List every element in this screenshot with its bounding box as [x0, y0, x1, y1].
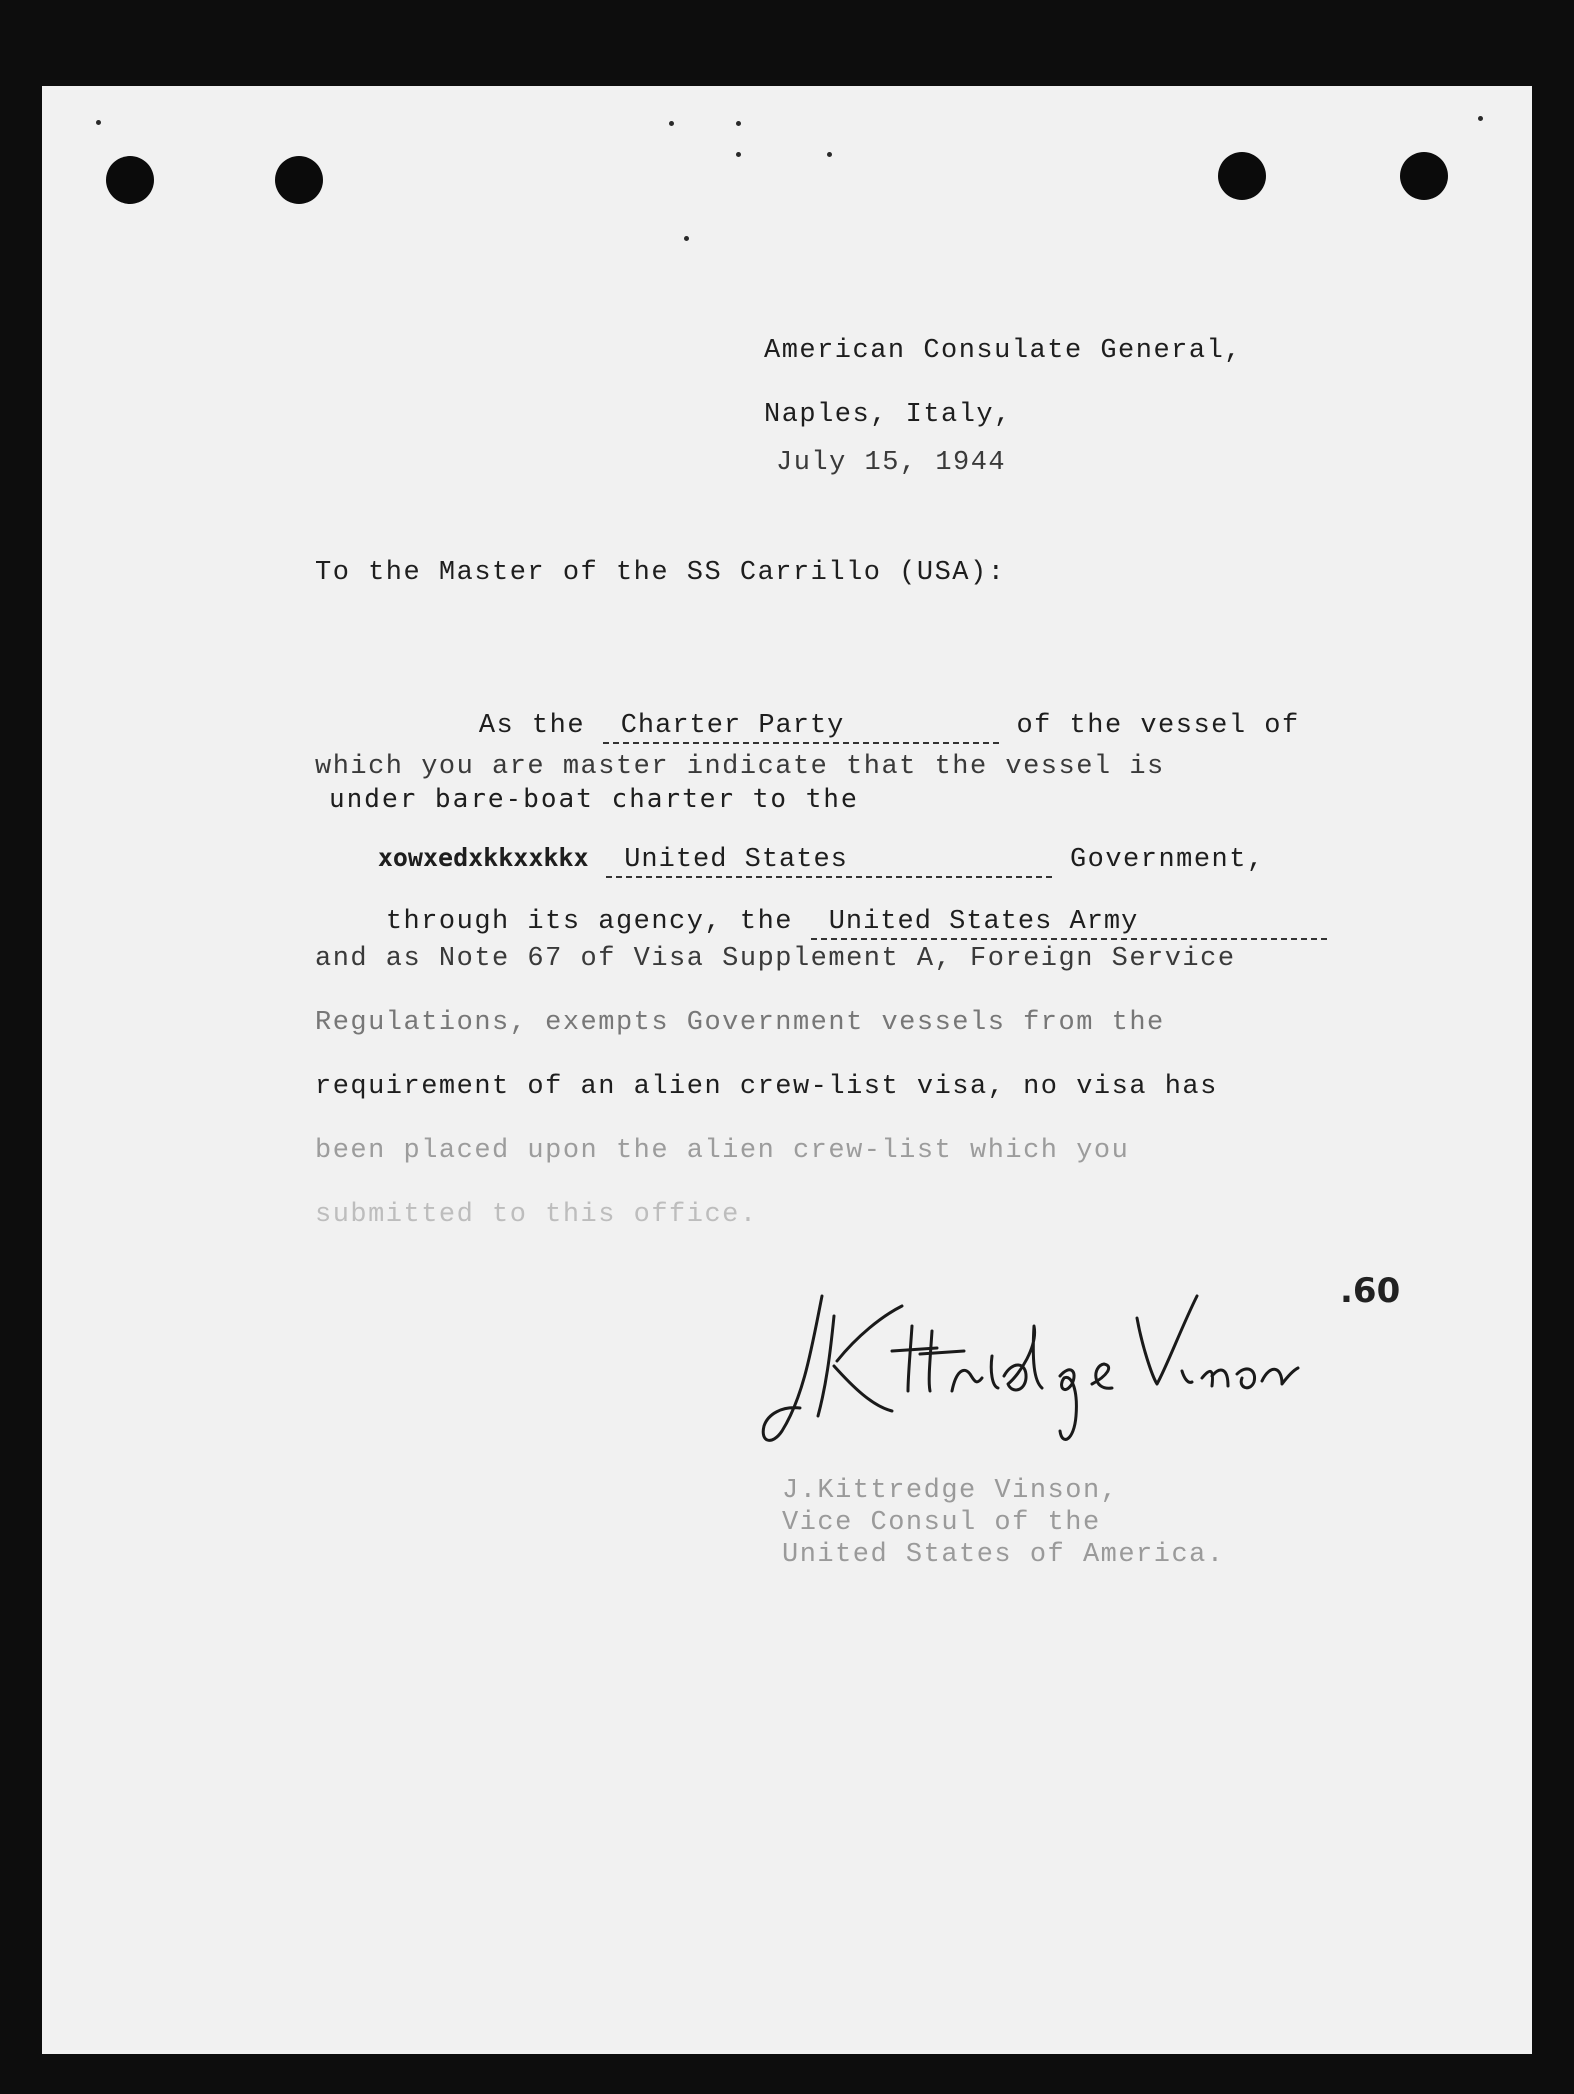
letterhead-location: Naples, Italy,: [764, 400, 1012, 430]
body-line-8: been placed upon the alien crew-list which you: [315, 1136, 1130, 1166]
body-line-3-end: Government,: [1069, 845, 1265, 875]
punch-hole-2: [275, 156, 323, 204]
handwritten-signature: [742, 1256, 1302, 1496]
speck: [736, 152, 741, 157]
punch-hole-1: [106, 156, 154, 204]
agency-field: United States Army: [811, 909, 1327, 940]
body-line-1-start: As the: [478, 711, 586, 741]
letterhead-office: American Consulate General,: [764, 336, 1242, 366]
signer-title-line-2: United States of America.: [782, 1540, 1225, 1570]
speck: [736, 121, 741, 126]
salutation: To the Master of the SS Carrillo (USA):: [315, 558, 1006, 588]
body-line-5: and as Note 67 of Visa Supplement A, Foreign Service: [315, 944, 1236, 974]
charter-type-field: Charter Party: [603, 713, 999, 744]
body-line-6: Regulations, exempts Government vessels from the: [315, 1008, 1165, 1038]
inserted-line: under bare-boat charter to the: [329, 784, 859, 814]
body-line-2: which you are master indicate that the vessel is: [315, 752, 1165, 782]
body-line-4-start: through its agency, the: [385, 907, 793, 937]
page-number: .60: [1340, 1271, 1401, 1311]
body-line-9: submitted to this office.: [315, 1200, 758, 1230]
signer-name: J.Kittredge Vinson,: [782, 1476, 1119, 1506]
speck: [1478, 116, 1483, 121]
signer-title-line-1: Vice Consul of the: [782, 1508, 1101, 1538]
struck-out-text: xowxedxkkxxkkx: [377, 843, 589, 872]
government-field: United States: [606, 847, 1052, 878]
punch-hole-4: [1400, 152, 1448, 200]
speck: [827, 152, 832, 157]
punch-hole-3: [1218, 152, 1266, 200]
body-line-7: requirement of an alien crew-list visa, no visa has: [315, 1072, 1218, 1102]
letter-date: July 15, 1944: [776, 448, 1007, 478]
body-line-1-end: of the vessel of: [1016, 711, 1300, 741]
speck: [96, 120, 101, 125]
speck: [684, 236, 689, 241]
letter-page: [42, 86, 1532, 2054]
speck: [669, 121, 674, 126]
